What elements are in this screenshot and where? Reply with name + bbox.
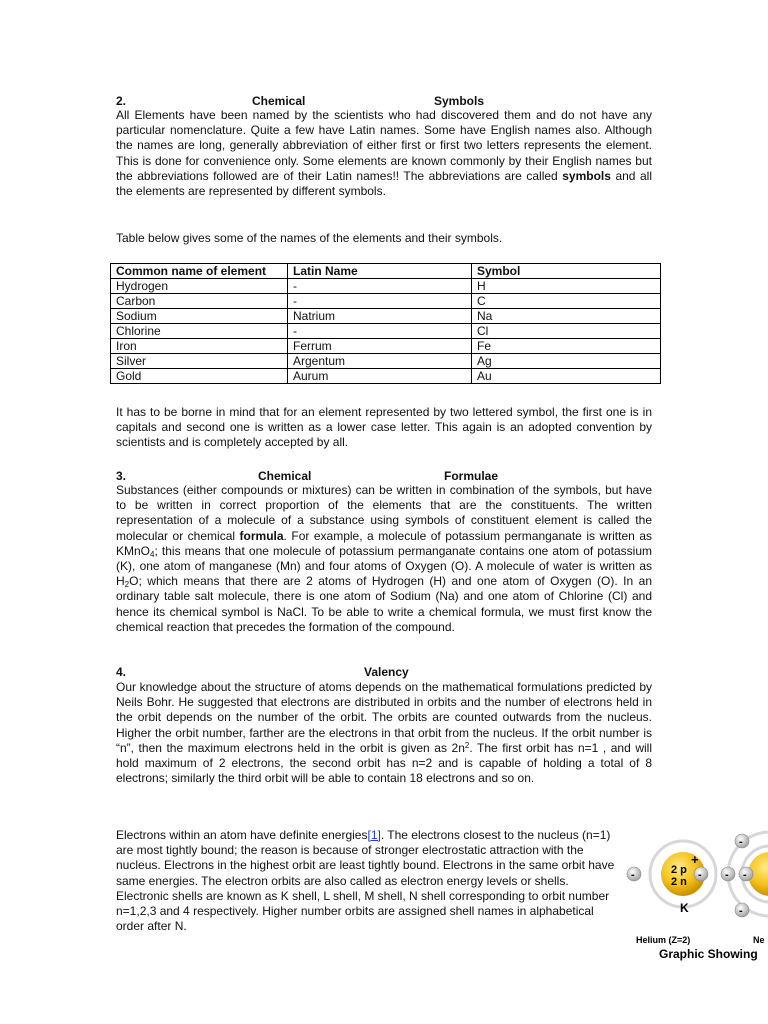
table-cell: Ag [472, 354, 661, 369]
section-4-heading [116, 665, 652, 680]
section-4-title: Valency [364, 665, 409, 679]
after-table-paragraph [116, 405, 652, 451]
section-2-number: 2. [116, 94, 127, 108]
section-4-text-b: . The first orbit has n=1 , and will hold maximum of 2 electrons, the second orbit has n=2 and is capable of holding a total of 8 electrons; similarly the third orbit will be able to contain 18 electrons and so on. [116, 740, 652, 786]
table-cell: Aurum [288, 369, 472, 384]
electron-right-sign: - [698, 869, 702, 881]
table-row [111, 369, 661, 384]
section-4-body [116, 680, 652, 786]
table-cell: Hydrogen [111, 279, 288, 294]
atom-diagram [620, 822, 768, 972]
section-2-paragraph [116, 108, 652, 199]
electron-left-sign: - [631, 869, 635, 881]
subscript-2: 2 [124, 580, 130, 590]
symbols-term: symbols [562, 168, 611, 183]
table-row [111, 279, 661, 294]
table-cell: H [472, 279, 661, 294]
section-4-paragraph [116, 680, 652, 786]
neon-electron-top-sign: - [739, 836, 743, 848]
neon-electron-bottom-sign: - [739, 905, 743, 917]
table-cell: - [288, 279, 472, 294]
section-3-text-b: . For example, a molecule of potassium permanganate is written as KMnO [116, 528, 652, 558]
table-cell: Carbon [111, 294, 288, 309]
section-3-title-word1: Chemical [258, 469, 312, 483]
table-header-row [111, 264, 661, 279]
table-cell: Iron [111, 339, 288, 354]
nucleus-neutrons: 2 n [671, 876, 687, 888]
formula-term: formula [239, 528, 284, 543]
section-3-text-d: O; which means that there are 2 atoms of Hydrogen (H) and one atom of Oxygen (O). In an ordinary table salt molecule, there is one atom of Sodium (Na) and one atom of Chlorine (Cl) and hence its chemical symbol is NaCl. To be able to write a chemical formula, we must first know the chemical reaction that precedes the formation of the compound. [116, 574, 652, 634]
table-cell: Gold [111, 369, 288, 384]
section-3-text-a: Substances (either compounds or mixtures) can be written in combination of the symbols, but have to be written in correct proportion of the elements that are the constituents. The written representation of a molecule of a substance using symbols of constituent element is called the molecular or chemical [116, 483, 652, 543]
reference-link[interactable]: [1] [367, 828, 381, 842]
elements-table [110, 263, 661, 384]
section-3-text-c: ; this means that one molecule of potassium permanganate contains one atom of potassium (K), one atom of manganese (Mn) and four atoms of Oxygen (O). A molecule of water is written as H [116, 543, 652, 589]
table-cell: Cl [472, 324, 661, 339]
neon-electron-left-2-sign: - [743, 869, 747, 881]
table-cell: Natrium [288, 309, 472, 324]
table-cell: Chlorine [111, 324, 288, 339]
table-header-cell: Symbol [472, 264, 661, 279]
after-table-text: It has to be borne in mind that for an element represented by two lettered symbol, the first one is in capitals and second one is written as a lower case letter. This again is an adopted convention by scientists and is completely accepted by all. [116, 405, 652, 450]
section-2-text-b: and all the elements are represented by different symbols. [116, 168, 652, 199]
nucleus-protons: 2 p [671, 864, 687, 876]
plus-sign: + [691, 852, 699, 867]
table-header-cell: Common name of element [111, 264, 288, 279]
table-row [111, 339, 661, 354]
superscript-2: 2 [464, 740, 470, 750]
table-cell: Fe [472, 339, 661, 354]
neon-label: Ne [753, 935, 765, 945]
table-cell: Au [472, 369, 661, 384]
energy-text-b: . The electrons closest to the nucleus (n=1) are most tightly bound; the reason is because of stronger electrostatic attraction with the nucleus. Electrons in the highest orbit are least tightly bound. Electrons in the same orbit have same energies. The electron orbits are also called as electron energy levels or shells. Electronic shells are known as K shell, L shell, M shell, N shell corresponding to orbit number n=1,2,3 and 4 respectively. Higher number orbits are assigned shell names in alphabetical order after N. [116, 828, 615, 934]
figure-caption: Graphic Showing [659, 947, 758, 961]
table-cell: - [288, 324, 472, 339]
section-2-body [116, 108, 652, 199]
table-row [111, 309, 661, 324]
section-3-heading [116, 469, 652, 484]
section-4-number: 4. [116, 665, 127, 679]
table-intro-text: Table below gives some of the names of the elements and their symbols. [116, 231, 503, 245]
table-row [111, 294, 661, 309]
table-row [111, 324, 661, 339]
energy-text-a: Electrons within an atom have definite energies [116, 828, 368, 842]
section-4-text-a: Our knowledge about the structure of atoms depends on the mathematical formulations predicted by Neils Bohr. He suggested that electrons are distributed in orbits and the number of electrons held in the orbit depends on the number of the orbit. The orbits are counted outwards from the nucleus. Higher the orbit number, farther are the electrons in that orbit from the nucleus. If the orbit number is “n”, then the maximum electrons held in the orbit is given as 2n [116, 680, 652, 755]
neon-electron-left-1-sign: - [725, 869, 729, 881]
electron-energy-paragraph [116, 828, 622, 934]
table-intro [116, 231, 652, 246]
atom-diagram-svg [620, 822, 768, 972]
table-cell: Na [472, 309, 661, 324]
section-2-text-a: All Elements have been named by the scientists who had discovered them and do not have any particular nomenclature. Quite a few have Latin names. Some have English names also. Although the names are long, generally abbreviation of either first or first two letters represents the element. This is done for convenience only. Some elements are known commonly by their English names but the abbreviations followed are of their Latin names!! The abbreviations are called [116, 108, 652, 183]
table-row [111, 354, 661, 369]
section-3-title-word2: Formulae [444, 469, 499, 483]
table-header-cell: Latin Name [288, 264, 472, 279]
section-3-paragraph [116, 483, 652, 635]
section-2-title-word1: Chemical [252, 94, 306, 108]
table-cell: C [472, 294, 661, 309]
section-2-title-word2: Symbols [434, 94, 485, 108]
table-cell: Sodium [111, 309, 288, 324]
section-3-body [116, 483, 652, 635]
section-2-heading [116, 94, 652, 109]
k-shell-label: K [680, 901, 689, 915]
table-cell: Argentum [288, 354, 472, 369]
helium-label: Helium (Z=2) [636, 935, 691, 945]
subscript-4: 4 [150, 549, 155, 559]
table-cell: Ferrum [288, 339, 472, 354]
table-cell: Silver [111, 354, 288, 369]
table-cell: - [288, 294, 472, 309]
section-3-number: 3. [116, 469, 127, 483]
